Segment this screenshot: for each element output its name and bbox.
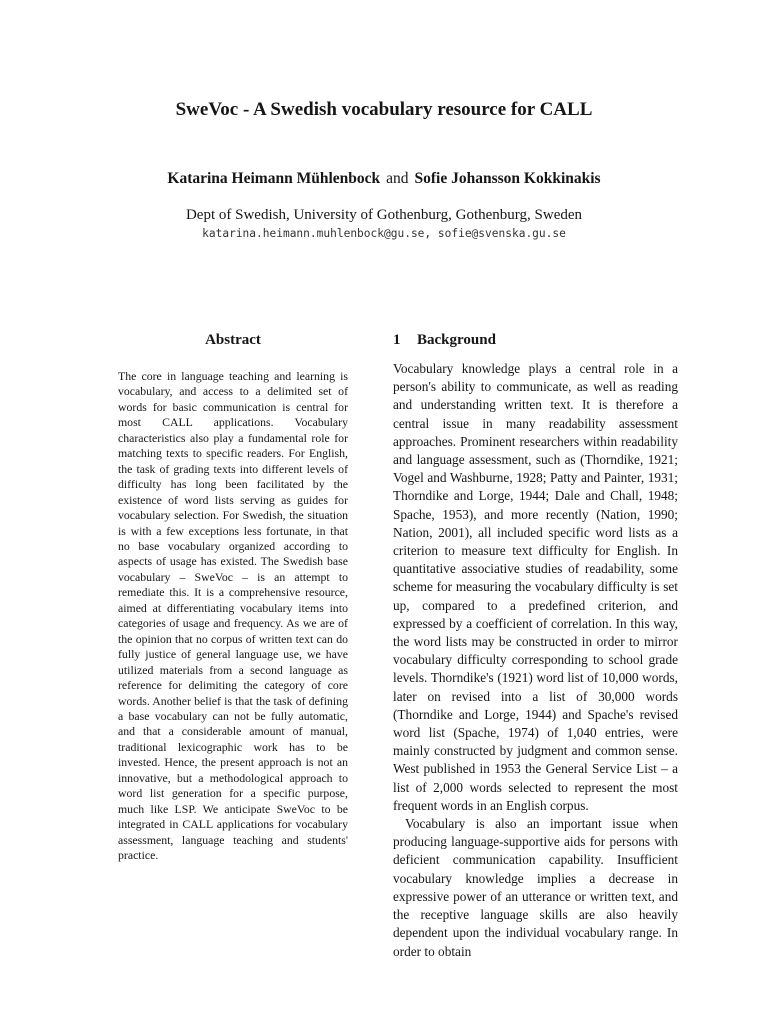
right-column [393,330,678,961]
author-line [0,169,768,189]
author-name-first: Katarina Heimann Mühlenbock [167,170,381,187]
left-column [118,330,348,864]
abstract-heading: Abstract [205,332,261,348]
section-number: 1 [393,332,401,348]
section-heading [393,330,678,350]
author-emails: katarina.heimann.muhlenbock@gu.se, sofie@svenska.gu.se [202,227,566,240]
body-paragraph-1: Vocabulary knowledge plays a central role in a person's ability to communicate, as well as reading and understanding written text. It is therefore a central issue in many readability assessment approaches. Prominent researchers within readability and language assessment, such as (Thorndike, 1921; Vogel and Washburne, 1928; Patty and Painter, 1931; Thorndike and Lorge, 1944; Dale and Chall, 1948; Spache, 1953), and more recently (Nation, 1990; Nation, 2001), all included specific word lists as a criterion to measure text difficulty for English. In quantitative associative studies of readability, some scheme for measuring the vocabulary difficulty is set up, compared to a predefined criterion, and expressed by a coefficient of correlation. In this way, the word lists may be constructed in order to mirror vocabulary difficulty corresponding to school grade levels. Thorndike's (1921) word list of 10,000 words, later on revised into a list of 30,000 words (Thorndike and Lorge, 1944) and Spache's revised word list (Spache, 1974) of 1,040 entries, were mainly constructed by judgment and common sense. West published in 1953 the General Service List – a list of 2,000 words selected to represent the most frequent words in an English corpus. [393,361,678,813]
paper-title: SweVoc - A Swedish vocabulary resource for CALL [175,99,593,120]
author-name-second: Sofie Johansson Kokkinakis [414,170,601,187]
section-title: Background [417,332,496,348]
body-paragraph-2: Vocabulary is also an important issue when producing language-supportive aids for persons with deficient communication capability. Insufficient vocabulary knowledge implies a decrease in expressive power of an utterance or written text, and the receptive language skills are also heavily dependent upon the individual vocabulary range. In order to obtain [393,816,678,959]
affiliation: Dept of Swedish, University of Gothenburg, Gothenburg, Sweden [185,207,583,223]
author-conjunction: and [386,170,409,187]
abstract-text: The core in language teaching and learning is vocabulary, and access to a delimited set of words for basic communication is central for most CALL applications. Vocabulary characteristics also play a fundamental role for matching texts to specific readers. For English, the task of grading texts into different levels of difficulty has long been facilitated by the existence of word lists serving as guides for vocabulary selection. For Swedish, the situation is with a few exceptions less fortunate, in that no base vocabulary organized according to aspects of usage has existed. The Swedish base vocabulary – SweVoc – is an attempt to remediate this. It is a comprehensive resource, aimed at differentiating vocabulary items into categories of usage and frequency. As we are of the opinion that no corpus of written text can do fully justice of general language use, we have utilized materials from a second language as reference for delimiting the category of core words. Another belief is that the task of defining a base vocabulary can not be fully automatic, and that a considerable amount of manual, traditional lexicographic work has to be invested. Hence, the present approach is not an innovative, but a methodological approach to word list generation for a specific purpose, much like LSP. We anticipate SweVoc to be integrated in CALL applications for vocabulary assessment, language teaching and students' practice. [118,369,348,863]
